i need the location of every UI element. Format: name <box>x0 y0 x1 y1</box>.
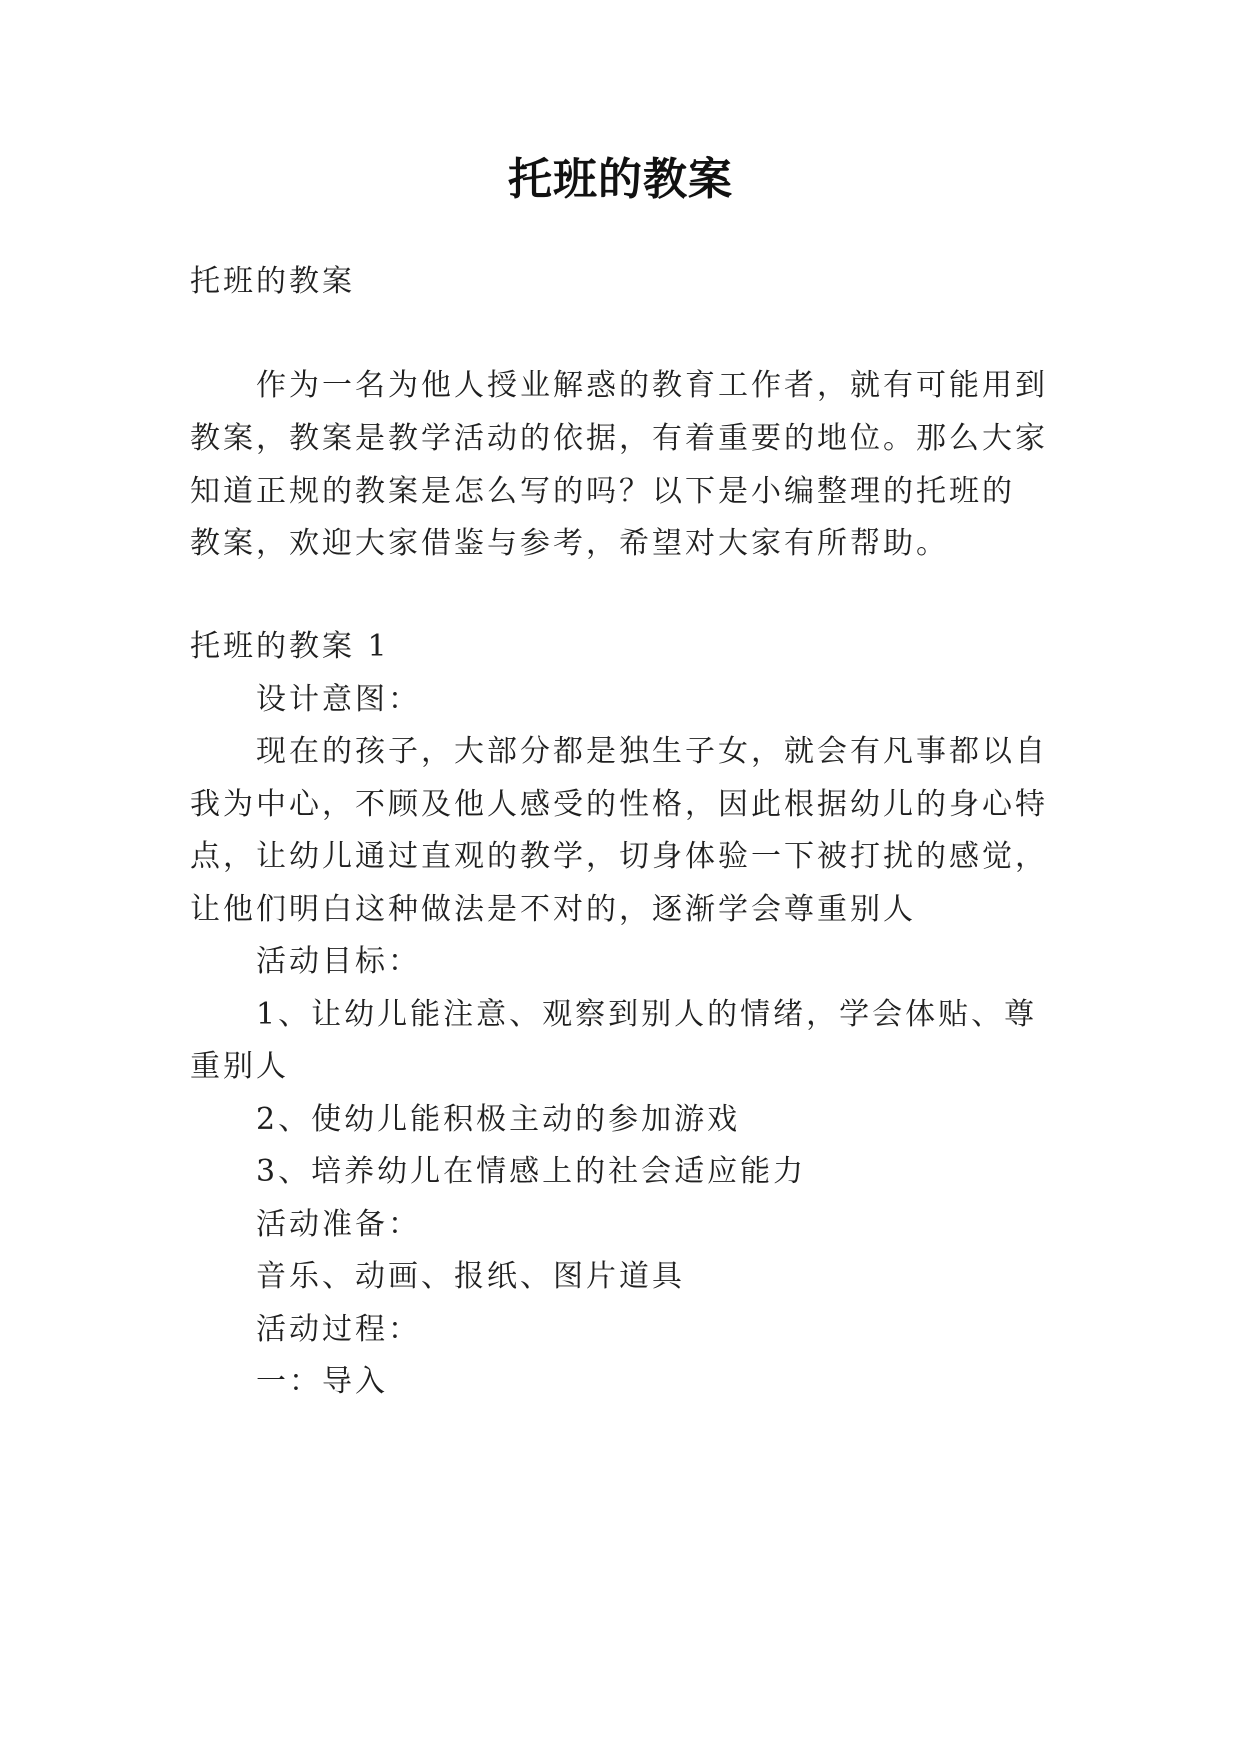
design-intent-label: 设计意图： <box>256 682 421 717</box>
section-heading: 托班的教案 1 <box>190 629 390 664</box>
design-line-1: 现在的孩子，大部分都是独生子女，就会有凡事都以自 <box>256 734 1048 769</box>
document-title: 托班的教案 <box>508 154 733 205</box>
design-line-4: 让他们明白这种做法是不对的，逐渐学会尊重别人 <box>190 892 916 927</box>
process-step-1: 一：导入 <box>256 1364 388 1399</box>
intro-line-2: 教案，教案是教学活动的依据，有着重要的地位。那么大家 <box>190 421 1048 456</box>
process-label: 活动过程： <box>256 1312 421 1347</box>
design-line-2: 我为中心，不顾及他人感受的性格，因此根据幼儿的身心特 <box>190 787 1048 822</box>
preparation-label: 活动准备： <box>256 1207 421 1242</box>
goal-3: 3、培养幼儿在情感上的社会适应能力 <box>256 1154 807 1189</box>
intro-line-4: 教案，欢迎大家借鉴与参考，希望对大家有所帮助。 <box>190 526 949 561</box>
intro-line-1: 作为一名为他人授业解惑的教育工作者，就有可能用到 <box>256 368 1048 403</box>
intro-line-3: 知道正规的教案是怎么写的吗？以下是小编整理的托班的 <box>190 474 1015 509</box>
subtitle: 托班的教案 <box>190 264 355 299</box>
goal-1-line-2: 重别人 <box>190 1049 289 1084</box>
goal-2: 2、使幼儿能积极主动的参加游戏 <box>256 1102 741 1137</box>
design-line-3: 点，让幼儿通过直观的教学，切身体验一下被打扰的感觉， <box>190 839 1048 874</box>
goals-label: 活动目标： <box>256 944 421 979</box>
goal-1-line-1: 1、让幼儿能注意、观察到别人的情绪，学会体贴、尊 <box>256 997 1038 1032</box>
preparation-items: 音乐、动画、报纸、图片道具 <box>256 1259 685 1294</box>
